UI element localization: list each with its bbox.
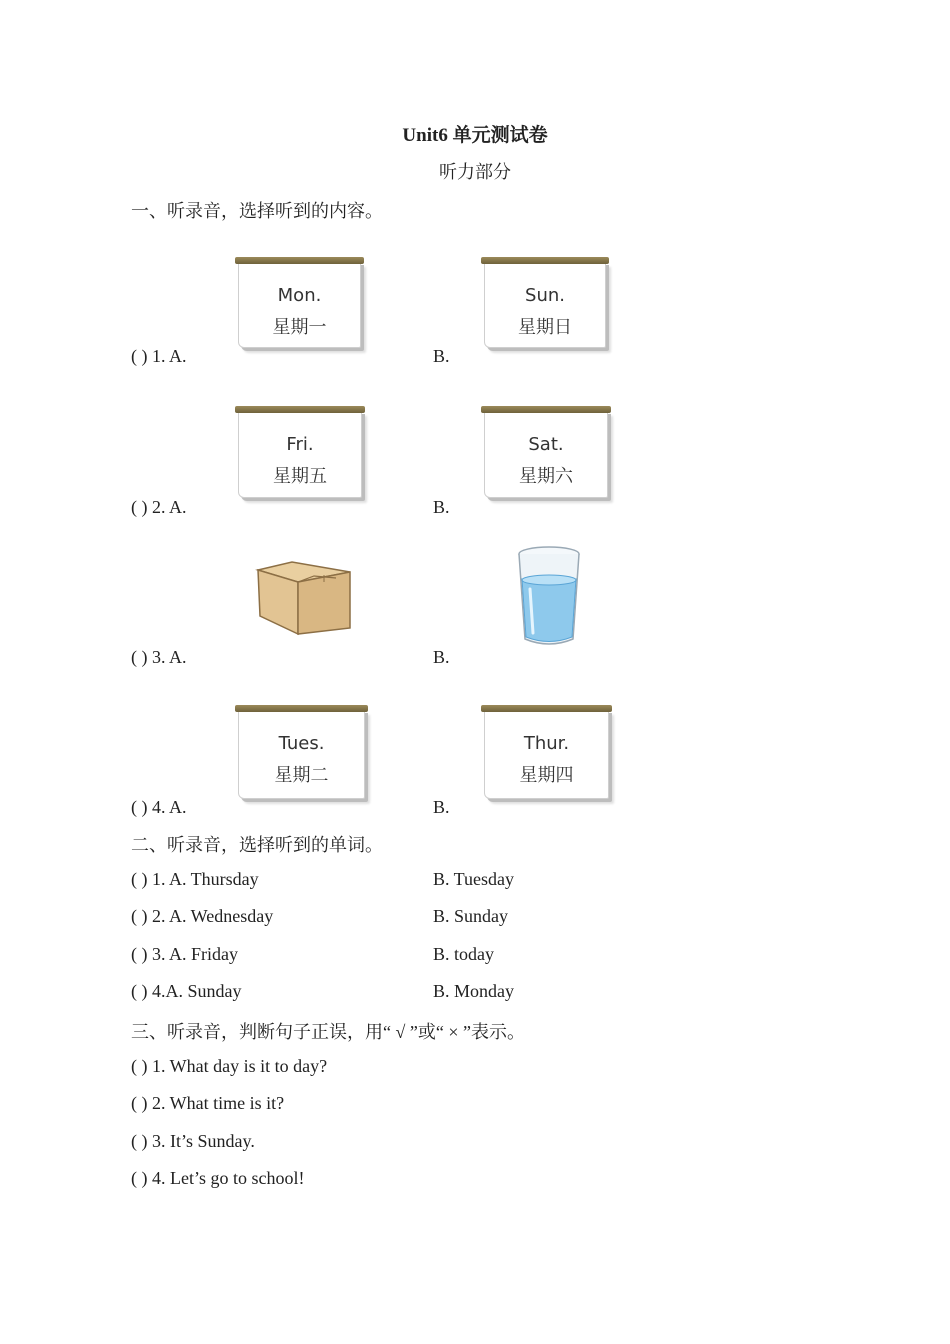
- q2-2-option-b: B. Sunday: [433, 906, 509, 926]
- calendar-card-tues: [238, 710, 365, 799]
- q1-1-option-b: B.: [433, 346, 450, 366]
- calendar-day-cn: 星期五: [273, 466, 327, 487]
- calendar-day-cn: 星期六: [519, 466, 573, 487]
- calendar-day-en: Thur.: [523, 733, 570, 754]
- calendar-day-en: Mon.: [277, 285, 322, 306]
- q1-1-label: ( ) 1. A.: [131, 346, 187, 366]
- calendar-card-sun: [484, 262, 606, 348]
- calendar-day-cn: 星期四: [519, 765, 574, 786]
- q3-3-sentence: ( ) 3. It’s Sunday.: [131, 1131, 255, 1151]
- calendar-card-mon: [238, 262, 361, 348]
- q2-2-option-a: ( ) 2. A. Wednesday: [131, 906, 274, 926]
- section2-heading: 二、听录音，选择听到的单词。: [131, 835, 383, 855]
- calendar-day-cn: 星期二: [274, 765, 329, 786]
- page-subtitle: 听力部分: [439, 162, 511, 183]
- q1-2-option-b: B.: [433, 497, 450, 517]
- q2-4-option-a: ( ) 4.A. Sunday: [131, 981, 242, 1001]
- calendar-hanger-bar: [481, 406, 611, 413]
- q1-3-label: ( ) 3. A.: [131, 647, 187, 667]
- calendar-hanger-bar: [235, 406, 365, 413]
- q1-2-label: ( ) 2. A.: [131, 497, 187, 517]
- cardboard-box-icon: [252, 556, 356, 638]
- q2-3-option-b: B. today: [433, 944, 494, 964]
- q2-1-option-a: ( ) 1. A. Thursday: [131, 869, 259, 889]
- q2-4-option-b: B. Monday: [433, 981, 514, 1001]
- q3-4-sentence: ( ) 4. Let’s go to school!: [131, 1168, 305, 1188]
- calendar-hanger-bar: [481, 705, 612, 712]
- q2-1-option-b: B. Tuesday: [433, 869, 515, 889]
- q2-3-option-a: ( ) 3. A. Friday: [131, 944, 238, 964]
- q1-3-option-b: B.: [433, 647, 450, 667]
- section1-heading: 一、听录音，选择听到的内容。: [131, 201, 383, 221]
- q3-2-sentence: ( ) 2. What time is it?: [131, 1093, 285, 1113]
- section3-heading: 三、听录音，判断句子正误，用“ √ ”或“ × ”表示。: [131, 1022, 525, 1042]
- calendar-card-sat: [484, 411, 608, 498]
- calendar-day-en: Tues.: [278, 733, 325, 754]
- glass-of-water-icon: [516, 545, 582, 649]
- calendar-day-en: Sun.: [525, 285, 565, 306]
- q3-1-sentence: ( ) 1. What day is it to day?: [131, 1056, 328, 1076]
- q1-4-option-b: B.: [433, 797, 450, 817]
- calendar-card-thur: [484, 710, 609, 799]
- calendar-day-cn: 星期日: [518, 317, 572, 338]
- calendar-hanger-bar: [481, 257, 609, 264]
- calendar-card-fri: [238, 411, 362, 498]
- calendar-hanger-bar: [235, 705, 368, 712]
- calendar-day-cn: 星期一: [272, 317, 327, 338]
- calendar-hanger-bar: [235, 257, 364, 264]
- calendar-day-en: Sat.: [528, 434, 564, 455]
- q1-4-label: ( ) 4. A.: [131, 797, 187, 817]
- page-title: Unit6 单元测试卷: [402, 125, 548, 146]
- calendar-day-en: Fri.: [286, 434, 314, 455]
